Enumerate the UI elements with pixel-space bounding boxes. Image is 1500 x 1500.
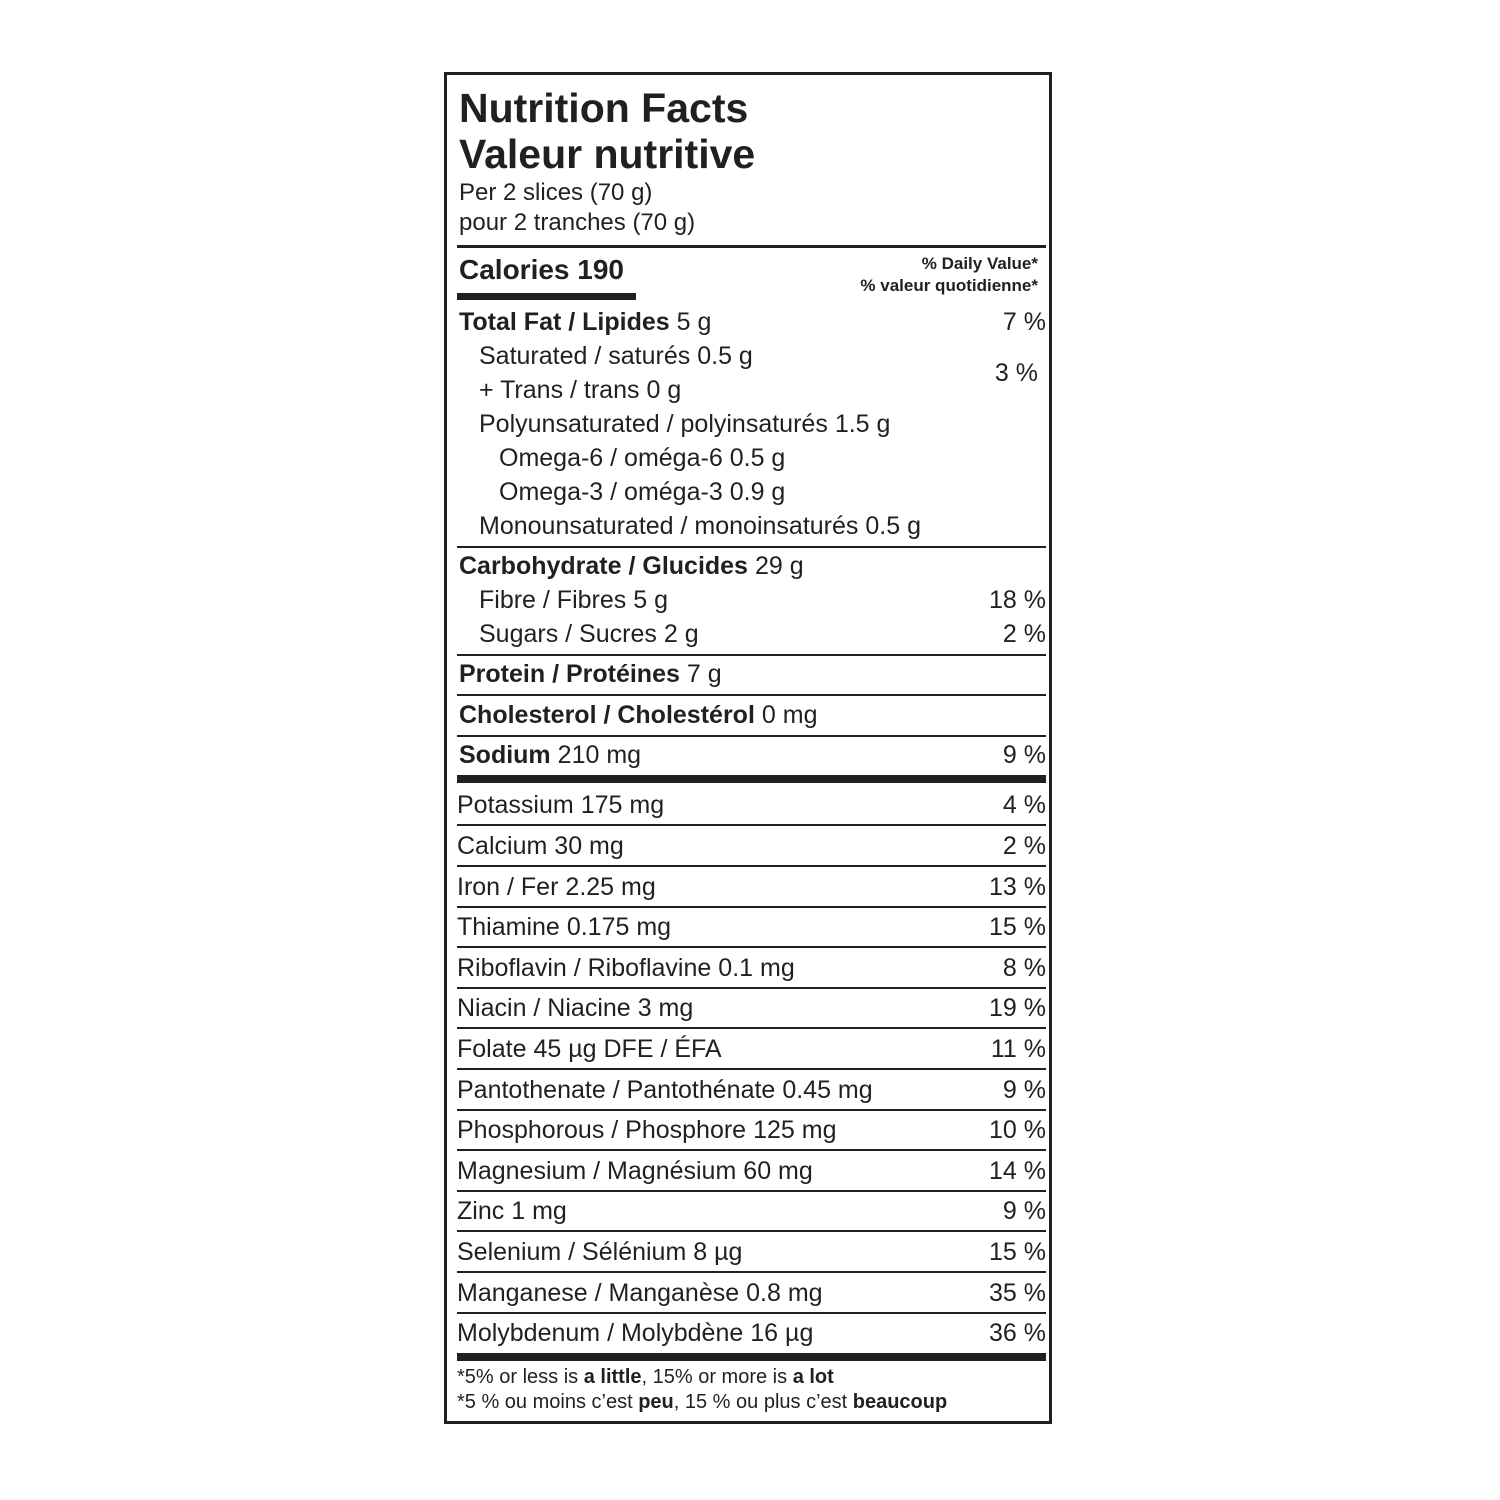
nutrient-amount: 0.5 g: [729, 444, 786, 472]
nutrient-amount: 0.175 mg: [566, 913, 672, 941]
nutrient-label: Niacin / Niacine: [457, 994, 631, 1022]
divider: [457, 694, 1046, 696]
nutrient-dv: 35 %: [989, 1279, 1046, 1307]
divider: [457, 654, 1046, 656]
nutrient-label: Cholesterol / Cholestérol: [459, 701, 755, 729]
nutrient-amount: 16 µg: [750, 1319, 814, 1347]
nutrient-dv: 4 %: [1002, 791, 1046, 819]
nutrient-label: Pantothenate / Pantothénate: [457, 1076, 776, 1104]
vitamin-row-folate: [457, 1032, 1046, 1066]
divider: [457, 1068, 1046, 1070]
mineral-row-manganese: [457, 1276, 1046, 1310]
nutrient-dv: 36 %: [989, 1319, 1046, 1347]
nutrient-label: Fibre / Fibres: [479, 586, 627, 614]
vitamin-row-riboflavin: [457, 951, 1046, 985]
nutrient-amount: 7 g: [686, 660, 722, 688]
title-en: Nutrition Facts: [459, 85, 749, 131]
title-fr: Valeur nutritive: [459, 131, 756, 177]
thick-divider: [457, 775, 1046, 783]
nutrient-dv: 19 %: [989, 994, 1046, 1022]
nutrient-amount: 0 g: [646, 376, 682, 404]
footnote-emphasis: a little: [583, 1366, 642, 1388]
nutrient-amount: 0 mg: [761, 701, 818, 729]
mineral-row-potassium: [457, 788, 1046, 822]
nutrient-dv: 18 %: [989, 586, 1046, 614]
nutrient-label: Riboflavin / Riboflavine: [457, 954, 712, 982]
nutrient-label: Sodium: [459, 741, 551, 769]
nutrient-label: Omega-6 / oméga-6: [499, 444, 723, 472]
nutrient-label: Potassium: [457, 791, 574, 819]
nutrient-row-omega-3: [457, 475, 1046, 509]
divider: [457, 1027, 1046, 1029]
nutrient-row-sugars: [457, 617, 1046, 651]
nutrient-amount: 5 g: [633, 586, 669, 614]
nutrient-label: Protein / Protéines: [459, 660, 680, 688]
mineral-row-selenium: [457, 1235, 1046, 1269]
nutrient-amount: 30 mg: [554, 832, 624, 860]
nutrient-dv: 15 %: [989, 913, 1046, 941]
nutrient-row-fibre: [457, 583, 1046, 617]
nutrient-amount: 0.8 mg: [746, 1279, 823, 1307]
divider: [457, 546, 1046, 548]
nutrient-label: Molybdenum / Molybdène: [457, 1319, 744, 1347]
nutrient-amount: 0.9 g: [729, 478, 786, 506]
nutrient-label: Folate: [457, 1035, 527, 1063]
nutrient-dv: 7 %: [1002, 308, 1046, 336]
daily-value-header-en: % Daily Value*: [921, 254, 1038, 273]
nutrient-label: Monounsaturated / monoinsaturés: [479, 512, 859, 540]
nutrient-label: Iron / Fer: [457, 873, 559, 901]
nutrient-amount: 2 g: [663, 620, 699, 648]
thick-divider: [457, 1353, 1046, 1361]
nutrient-dv: 9 %: [1002, 741, 1046, 769]
mineral-row-calcium: [457, 829, 1046, 863]
nutrient-row-monounsaturated: [457, 509, 1046, 543]
nutrient-label: Selenium / Sélénium: [457, 1238, 687, 1266]
mineral-row-iron: [457, 870, 1046, 904]
serving-size-fr: pour 2 tranches (70 g): [459, 209, 696, 236]
nutrient-label: Calcium: [457, 832, 548, 860]
nutrient-row-trans: [457, 373, 1046, 407]
footnote-text: , 15% or more is: [641, 1366, 793, 1388]
vitamin-row-niacin: [457, 991, 1046, 1025]
nutrient-amount: 210 mg: [557, 741, 642, 769]
nutrient-amount: 8 µg: [693, 1238, 743, 1266]
mineral-row-phosphorous: [457, 1113, 1046, 1147]
mineral-row-zinc: [457, 1194, 1046, 1228]
divider: [457, 1109, 1046, 1111]
vitamin-row-pantothenate: [457, 1073, 1046, 1107]
calories-value: 190: [577, 254, 624, 285]
footnote-emphasis: a lot: [792, 1366, 834, 1388]
calories-underline: [457, 293, 636, 300]
nutrient-row-total-fat: [457, 305, 1046, 339]
saturated-trans-dv: 3 %: [994, 359, 1038, 387]
divider: [457, 1312, 1046, 1314]
nutrient-dv: 2 %: [1002, 832, 1046, 860]
nutrient-amount: 1.5 g: [834, 410, 891, 438]
divider: [457, 1271, 1046, 1273]
nutrient-label: + Trans / trans: [479, 376, 640, 404]
divider: [457, 906, 1046, 908]
divider: [457, 865, 1046, 867]
nutrient-label: Sugars / Sucres: [479, 620, 657, 648]
nutrient-amount: 2.25 mg: [565, 873, 656, 901]
nutrient-amount: 29 g: [754, 552, 804, 580]
calories-label: Calories: [459, 254, 570, 285]
nutrient-amount: 0.1 mg: [718, 954, 795, 982]
nutrient-amount: 0.45 mg: [782, 1076, 873, 1104]
nutrient-dv: 13 %: [989, 873, 1046, 901]
nutrient-label: Polyunsaturated / polyinsaturés: [479, 410, 828, 438]
divider: [457, 1230, 1046, 1232]
nutrient-dv: 9 %: [1002, 1197, 1046, 1225]
footnote-text: *5% or less is: [457, 1366, 584, 1388]
nutrient-amount: 45 µg DFE / ÉFA: [533, 1035, 722, 1063]
nutrient-row-saturated: [457, 339, 1046, 373]
mineral-row-molybdenum: [457, 1316, 1046, 1350]
footnote-fr: [457, 1390, 947, 1415]
nutrient-amount: 0.5 g: [865, 512, 922, 540]
calories: [459, 253, 624, 287]
nutrient-dv: 11 %: [990, 1035, 1046, 1063]
nutrient-label: Saturated / saturés: [479, 342, 691, 370]
nutrient-label: Omega-3 / oméga-3: [499, 478, 723, 506]
nutrient-label: Manganese / Manganèse: [457, 1279, 740, 1307]
divider: [457, 987, 1046, 989]
footnote-emphasis: peu: [638, 1391, 674, 1413]
nutrient-dv: 15 %: [989, 1238, 1046, 1266]
divider: [457, 1190, 1046, 1192]
nutrient-amount: 0.5 g: [697, 342, 753, 370]
daily-value-header-fr: % valeur quotidienne*: [860, 276, 1038, 295]
nutrient-label: Carbohydrate / Glucides: [459, 552, 748, 580]
daily-value-header: [860, 253, 1038, 297]
nutrient-dv: 10 %: [989, 1116, 1046, 1144]
nutrient-amount: 5 g: [676, 308, 712, 336]
mineral-row-magnesium: [457, 1154, 1046, 1188]
divider: [457, 946, 1046, 948]
footnote-text: , 15 % ou plus c’est: [673, 1391, 853, 1413]
footnote-en: [457, 1365, 834, 1390]
nutrient-row-protein: [457, 657, 1046, 691]
nutrition-facts-label: [444, 72, 1052, 1424]
divider: [457, 1149, 1046, 1151]
nutrient-label: Zinc: [457, 1197, 505, 1225]
nutrient-amount: 60 mg: [743, 1157, 813, 1185]
footnote-emphasis: beaucoup: [852, 1391, 948, 1413]
divider: [457, 824, 1046, 826]
nutrient-row-sodium: [457, 738, 1046, 772]
nutrient-dv: 2 %: [1002, 620, 1046, 648]
nutrient-amount: 175 mg: [580, 791, 665, 819]
nutrient-label: Phosphorous / Phosphore: [457, 1116, 747, 1144]
nutrient-label: Magnesium / Magnésium: [457, 1157, 737, 1185]
serving-size-en: Per 2 slices (70 g): [459, 179, 653, 206]
nutrient-amount: 1 mg: [511, 1197, 567, 1225]
divider: [457, 245, 1046, 248]
nutrient-dv: 9 %: [1002, 1076, 1046, 1104]
nutrient-label: Thiamine: [457, 913, 560, 941]
nutrient-row-cholesterol: [457, 698, 1046, 732]
nutrient-label: Total Fat / Lipides: [459, 308, 670, 336]
nutrient-row-carbohydrate: [457, 549, 1046, 583]
nutrient-dv: 14 %: [989, 1157, 1046, 1185]
nutrient-row-omega-6: [457, 441, 1046, 475]
divider: [457, 735, 1046, 737]
vitamin-row-thiamine: [457, 910, 1046, 944]
nutrient-amount: 3 mg: [637, 994, 694, 1022]
nutrient-amount: 125 mg: [753, 1116, 837, 1144]
nutrient-dv: 8 %: [1002, 954, 1046, 982]
nutrient-row-polyunsaturated: [457, 407, 1046, 441]
footnote-text: *5 % ou moins c’est: [457, 1391, 639, 1413]
